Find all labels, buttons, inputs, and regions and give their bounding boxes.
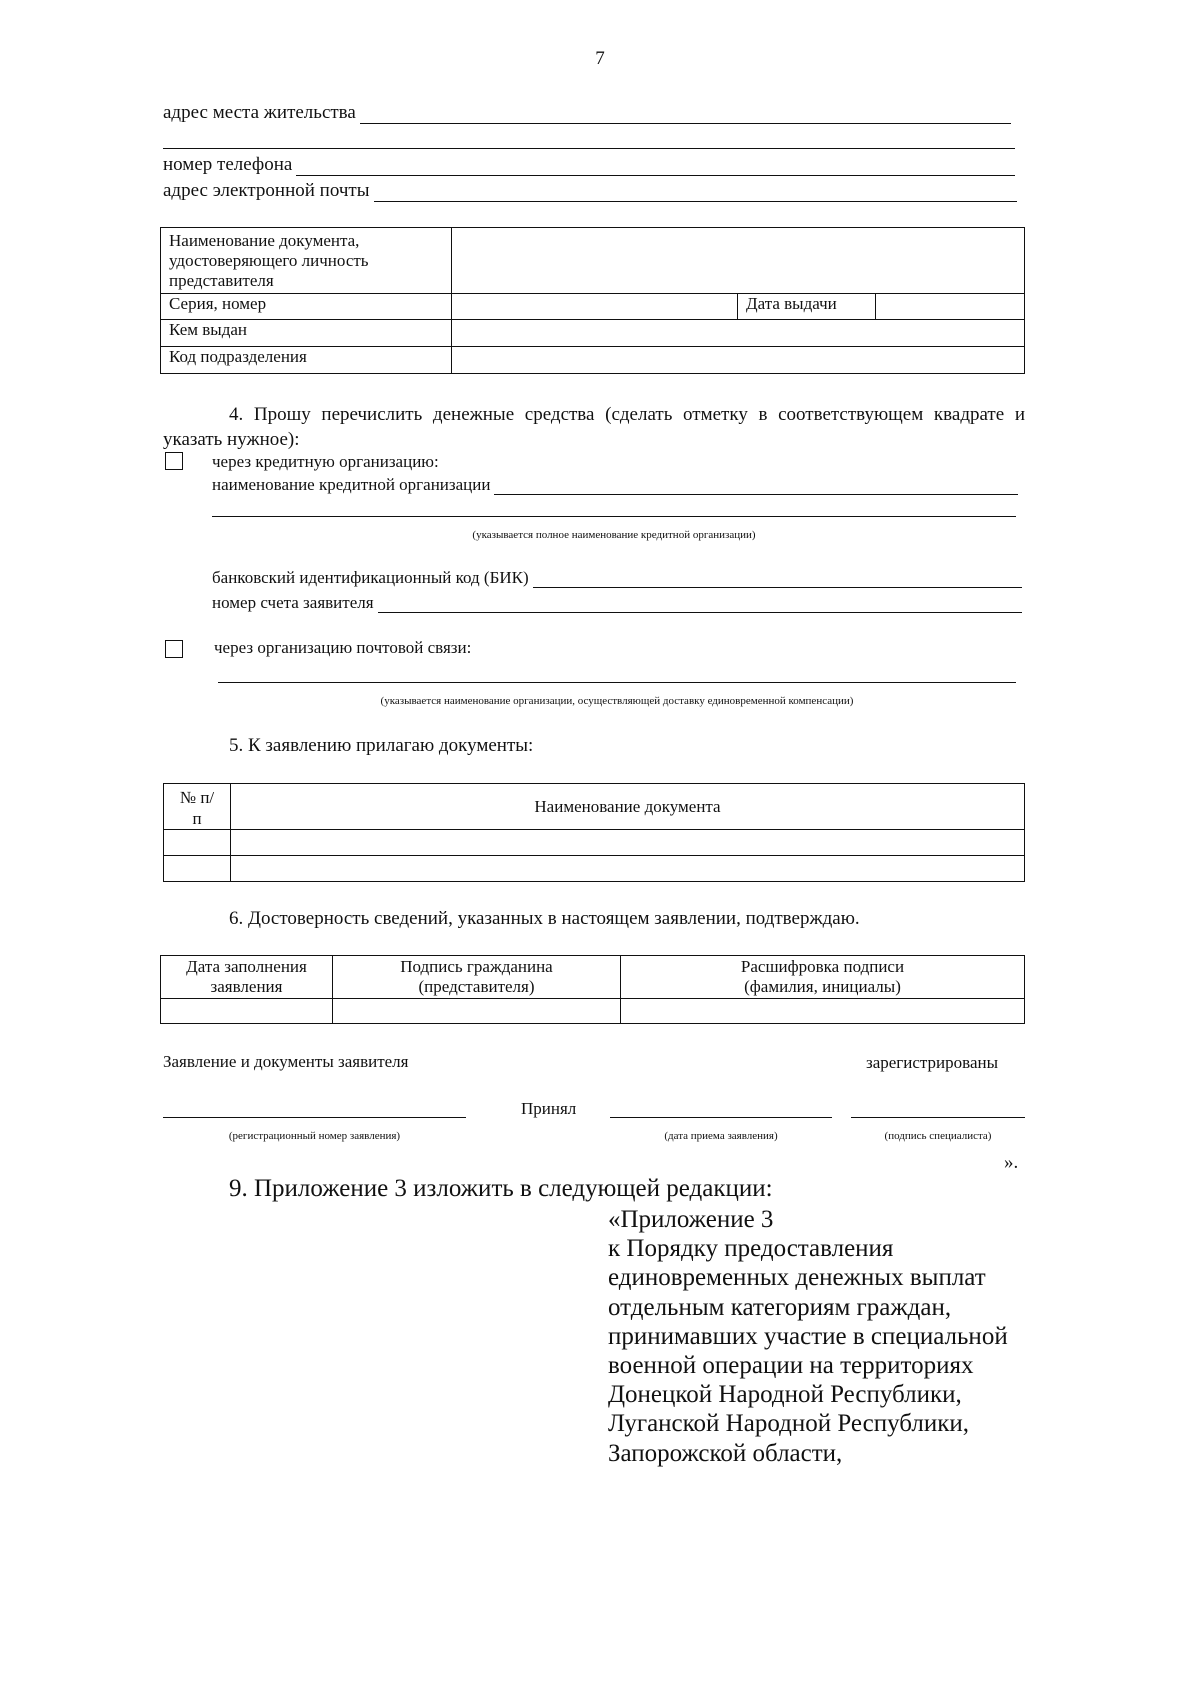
account-row [212,593,1022,613]
registration-left-text: Заявление и документы заявителя [163,1052,409,1071]
col-decode-header: Расшифровка подписи (фамилия, инициалы) [621,956,1025,999]
dept-code-field[interactable] [452,347,1025,374]
fill-date-cell[interactable] [161,999,333,1024]
closing-quote: ». [1004,1152,1019,1173]
credit-org-checkbox[interactable] [165,452,183,470]
issue-date-field[interactable] [876,294,1025,320]
confirmation-table [160,955,1025,1024]
address-row [163,102,1011,124]
doc-name-field[interactable] [452,228,1025,294]
email-field[interactable] [374,183,1018,202]
sign-cell[interactable] [333,999,621,1024]
appendix-line: Запорожской области, [608,1439,843,1467]
post-org-line[interactable] [218,682,1016,683]
appendix-line: к Порядку предоставления [608,1235,894,1263]
representative-id-table [160,227,1025,374]
section4-heading: 4. Прошу перечислить денежные средства (сделать отметку в соответствующем квадрате и указать нужное): [163,404,1025,450]
reg-number-line[interactable] [163,1117,466,1118]
bik-field[interactable] [533,569,1022,588]
doc-name-label: Наименование документа, удостоверяющего личность представителя [161,228,452,294]
col-name-header: Наименование документа [231,784,1025,830]
credit-org-option: через кредитную организацию: [212,452,439,471]
bik-label: банковский идентификационный код (БИК) [212,568,529,587]
reg-number-hint: (регистрационный номер заявления) [228,1130,401,1142]
appendix-line: единовременных денежных выплат [608,1264,986,1292]
post-option: через организацию почтовой связи: [214,638,472,657]
series-label: Серия, номер [161,294,452,320]
accepted-label: Принял [521,1099,577,1118]
phone-label: номер телефона [163,154,293,175]
attachment-name-cell[interactable] [231,856,1025,882]
decode-cell[interactable] [621,999,1025,1024]
credit-org-name-label: наименование кредитной организации [212,475,491,494]
email-row [163,180,1017,202]
accept-date-line[interactable] [610,1117,832,1118]
series-field[interactable] [452,294,738,320]
credit-org-name-row [212,475,1018,495]
appendix-line: Луганской Народной Республики, [608,1410,969,1438]
credit-org-name-field[interactable] [494,476,1018,495]
issue-date-label: Дата выдачи [738,294,876,320]
appendix-line: военной операции на территориях [608,1352,974,1380]
appendix-line: Донецкой Народной Республики, [608,1381,962,1409]
address-line-2[interactable] [163,148,1015,149]
email-label: адрес электронной почты [163,180,370,201]
section6-heading: 6. Достоверность сведений, указанных в настоящем заявлении, подтверждаю. [229,908,860,929]
post-checkbox[interactable] [165,640,183,658]
col-date-header: Дата заполнения заявления [161,956,333,999]
section5-heading: 5. К заявлению прилагаю документы: [229,735,534,756]
date-hint: (дата приема заявления) [664,1130,778,1142]
credit-org-hint: (указывается полное наименование кредитной организации) [472,529,756,541]
address-field[interactable] [360,105,1011,124]
attachment-num-cell[interactable] [164,830,231,856]
phone-field[interactable] [296,157,1015,176]
phone-row [163,154,1015,176]
page-number: 7 [595,48,605,69]
appendix-line: принимавших участие в специальной [608,1322,1008,1350]
col-num-header: № п/п [164,784,231,830]
attachment-name-cell[interactable] [231,830,1025,856]
issued-by-field[interactable] [452,320,1025,347]
account-field[interactable] [378,594,1022,613]
attachments-table [163,783,1025,882]
attachment-num-cell[interactable] [164,856,231,882]
registration-right-text: зарегистрированы [866,1053,999,1072]
sign-hint: (подпись специалиста) [884,1130,992,1142]
appendix-block [608,1205,1008,1468]
address-label: адрес места жительства [163,102,356,123]
appendix-line: отдельным категориям граждан, [608,1293,952,1321]
post-hint: (указывается наименование организации, осуществляющей доставку единовременной компенсации) [380,695,854,707]
credit-org-name-line-2[interactable] [212,516,1016,517]
bik-row [212,568,1022,588]
issued-by-label: Кем выдан [161,320,452,347]
col-sign-header: Подпись гражданина (представителя) [333,956,621,999]
appendix-line: «Приложение 3 [608,1206,774,1233]
item9-text: 9. Приложение 3 изложить в следующей редакции: [229,1175,773,1202]
dept-code-label: Код подразделения [161,347,452,374]
account-label: номер счета заявителя [212,593,374,612]
specialist-sign-line[interactable] [851,1117,1025,1118]
